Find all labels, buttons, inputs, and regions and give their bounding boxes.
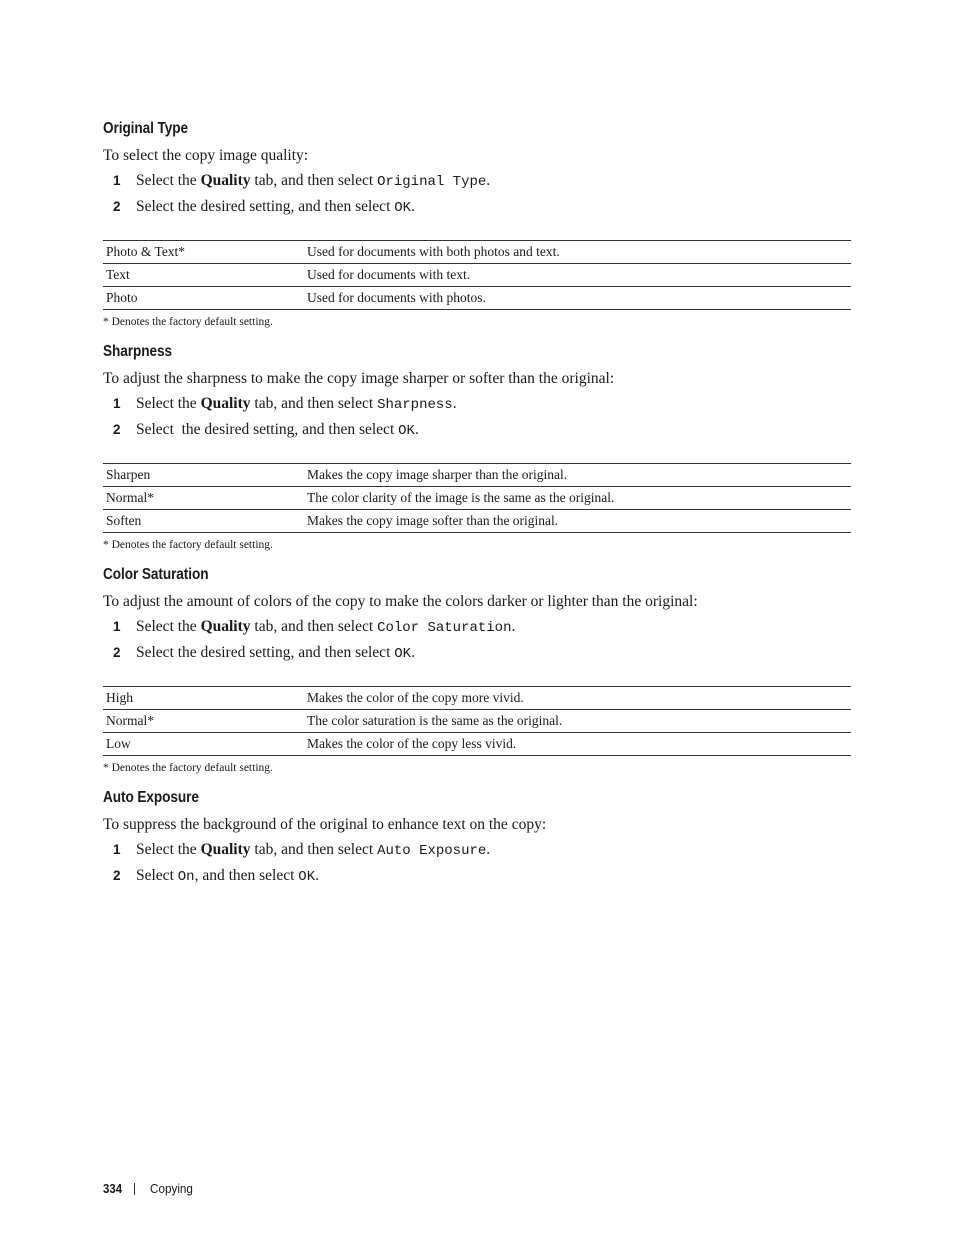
step-menu-name: Auto Exposure (377, 843, 487, 859)
table-row (103, 733, 851, 756)
page-content (103, 118, 851, 891)
section-color-saturation (103, 564, 851, 775)
page-footer (103, 1180, 197, 1198)
step-text: . (486, 172, 491, 189)
table-footnote: * Denotes the factory default setting. (103, 316, 273, 328)
settings-table (103, 463, 851, 533)
table-row (103, 241, 851, 264)
step-menu-name: Color Saturation (377, 620, 512, 636)
option-name: Photo (103, 287, 304, 310)
step-text: tab, and then select (250, 172, 378, 189)
section-intro: To adjust the sharpness to make the copy image sharper or softer than the original: (103, 370, 615, 387)
step-text: tab, and then select (250, 618, 378, 635)
step-item (103, 170, 851, 193)
settings-table (103, 686, 851, 756)
step-number: 2 (113, 199, 121, 214)
step-item (103, 616, 851, 639)
step-number: 1 (113, 619, 121, 634)
option-name: Soften (103, 510, 304, 533)
section-auto-exposure (103, 787, 851, 888)
step-number: 1 (113, 173, 121, 188)
table-row (103, 264, 851, 287)
step-option-name: On (177, 869, 195, 885)
step-number: 2 (113, 868, 121, 883)
steps-list (103, 170, 851, 219)
option-name: Photo & Text* (103, 241, 304, 264)
option-description: Used for documents with text. (304, 264, 851, 287)
steps-list (103, 393, 851, 442)
step-text: Select the (136, 395, 201, 412)
section-intro: To select the copy image quality: (103, 147, 309, 164)
step-number: 2 (113, 422, 121, 437)
step-text: . (452, 395, 457, 412)
table-row (103, 710, 851, 733)
section-intro: To adjust the amount of colors of the copy to make the colors darker or lighter than the original: (103, 593, 698, 610)
step-button-name: OK (394, 200, 412, 216)
section-sharpness (103, 341, 851, 552)
step-text: Select the (136, 841, 201, 858)
step-number: 1 (113, 396, 121, 411)
step-number: 1 (113, 842, 121, 857)
step-number: 2 (113, 645, 121, 660)
option-description: Used for documents with both photos and text. (304, 241, 851, 264)
step-item (103, 865, 851, 888)
table-footnote: * Denotes the factory default setting. (103, 762, 273, 774)
option-description: Makes the color of the copy more vivid. (304, 687, 851, 710)
section-heading: Auto Exposure (103, 789, 199, 806)
step-item (103, 839, 851, 862)
step-menu-name: Original Type (377, 174, 487, 190)
table-row (103, 464, 851, 487)
section-heading: Sharpness (103, 343, 172, 360)
settings-table (103, 240, 851, 310)
step-menu-name: Sharpness (377, 397, 453, 413)
option-description: Used for documents with photos. (304, 287, 851, 310)
option-name: High (103, 687, 304, 710)
option-description: Makes the copy image softer than the original. (304, 510, 851, 533)
step-text: . (486, 841, 491, 858)
step-text: Select the desired setting, and then select (136, 644, 395, 661)
option-name: Sharpen (103, 464, 304, 487)
option-description: Makes the color of the copy less vivid. (304, 733, 851, 756)
step-text: Select the (136, 172, 201, 189)
step-text: Select the desired setting, and then select (136, 421, 399, 438)
option-description: Makes the copy image sharper than the original. (304, 464, 851, 487)
step-button-name: OK (398, 423, 415, 439)
section-original-type (103, 118, 851, 329)
option-name: Low (103, 733, 304, 756)
step-text: tab, and then select (250, 841, 378, 858)
step-tab-name: Quality (200, 395, 251, 412)
footer-divider (134, 1183, 135, 1195)
step-text: . (411, 198, 415, 215)
table-row (103, 687, 851, 710)
step-item (103, 196, 851, 219)
step-item (103, 419, 851, 442)
step-tab-name: Quality (200, 841, 251, 858)
step-text: . (411, 644, 415, 661)
step-text: . (414, 421, 419, 438)
step-text: Select (136, 867, 178, 884)
step-text: , and then select (194, 867, 299, 884)
section-intro: To suppress the background of the original to enhance text on the copy: (103, 816, 547, 833)
option-name: Normal* (103, 710, 304, 733)
step-text: tab, and then select (250, 395, 378, 412)
steps-list (103, 616, 851, 665)
step-item (103, 642, 851, 665)
step-text: . (315, 867, 319, 884)
step-button-name: OK (298, 869, 316, 885)
step-text: . (511, 618, 516, 635)
step-tab-name: Quality (200, 172, 251, 189)
option-description: The color clarity of the image is the same as the original. (304, 487, 851, 510)
steps-list (103, 839, 851, 888)
section-heading: Original Type (103, 120, 189, 137)
section-heading: Color Saturation (103, 566, 209, 583)
page-number: 334 (103, 1181, 123, 1196)
footer-section-label: Copying (149, 1181, 193, 1196)
option-name: Normal* (103, 487, 304, 510)
step-button-name: OK (394, 646, 412, 662)
step-item (103, 393, 851, 416)
step-text: Select the desired setting, and then select (136, 198, 395, 215)
table-row (103, 287, 851, 310)
table-footnote: * Denotes the factory default setting. (103, 539, 273, 551)
step-text: Select the (136, 618, 201, 635)
step-tab-name: Quality (200, 618, 251, 635)
table-row (103, 510, 851, 533)
option-name: Text (103, 264, 304, 287)
option-description: The color saturation is the same as the original. (304, 710, 851, 733)
table-row (103, 487, 851, 510)
